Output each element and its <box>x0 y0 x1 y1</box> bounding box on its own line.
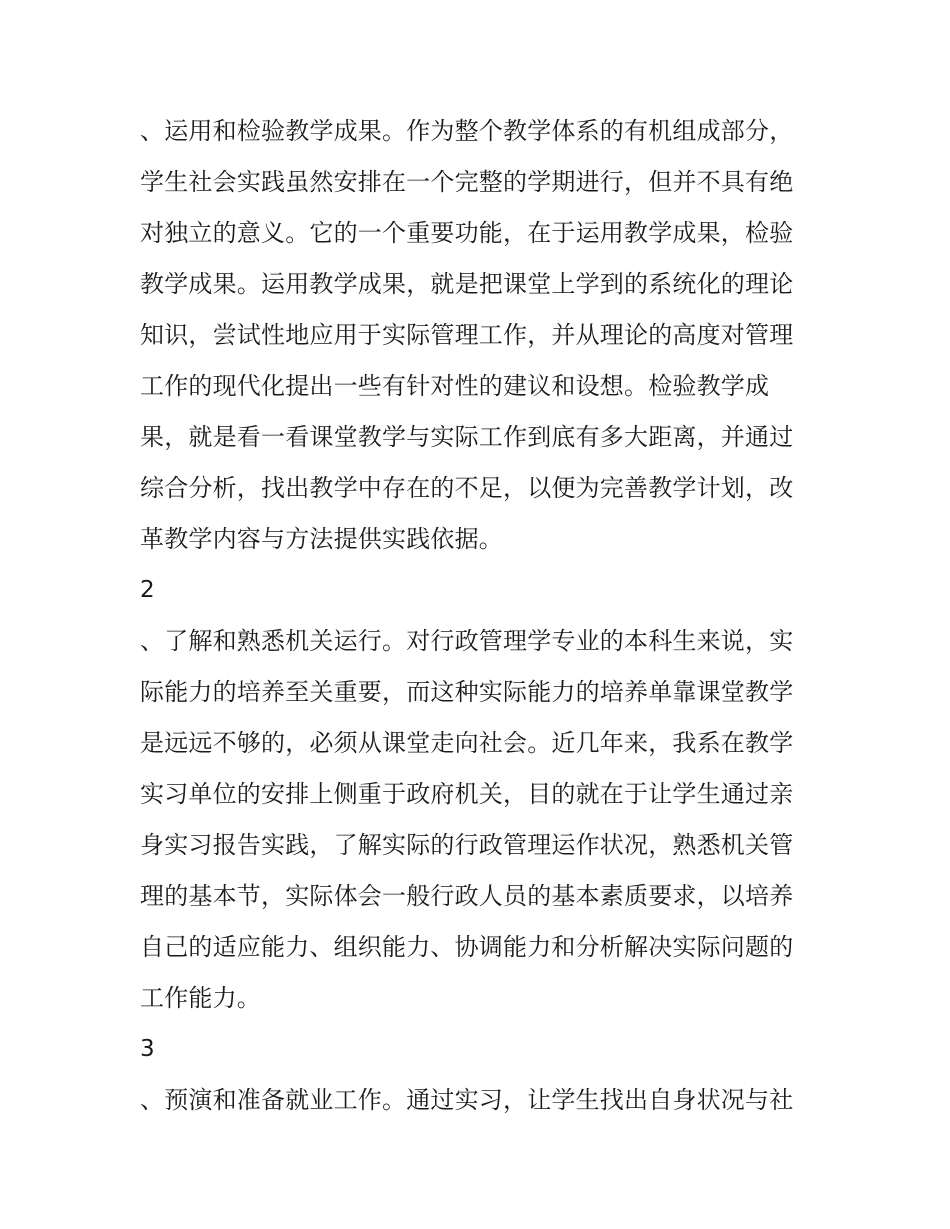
text-line: 理的基本节，实际体会一般行政人员的基本素质要求，以培养 <box>140 882 794 910</box>
text-line: 工作的现代化提出一些有针对性的建议和设想。检验教学成 <box>140 372 770 400</box>
text-line: 、预演和准备就业工作。通过实习，让学生找出自身状况与社 <box>140 1086 794 1114</box>
text-line: 自己的适应能力、组织能力、协调能力和分析解决实际问题的 <box>140 933 794 961</box>
body-text <box>140 106 820 1126</box>
text-line: 综合分析，找出教学中存在的不足，以便为完善教学计划，改 <box>140 474 794 502</box>
text-line: 教学成果。运用教学成果，就是把课堂上学到的系统化的理论 <box>140 270 794 298</box>
text-line: 、了解和熟悉机关运行。对行政管理学专业的本科生来说，实 <box>140 627 794 655</box>
text-line: 对独立的意义。它的一个重要功能，在于运用教学成果，检验 <box>140 219 794 247</box>
text-line: 际能力的培养至关重要，而这种实际能力的培养单靠课堂教学 <box>140 678 794 706</box>
text-line: 实习单位的安排上侧重于政府机关，目的就在于让学生通过亲 <box>140 780 794 808</box>
text-line: 学生社会实践虽然安排在一个完整的学期进行，但并不具有绝 <box>140 168 794 196</box>
text-line: 工作能力。 <box>140 984 261 1012</box>
text-line: 是远远不够的，必须从课堂走向社会。近几年来，我系在教学 <box>140 729 794 757</box>
section-number: 2 <box>140 577 155 603</box>
text-line: 知识，尝试性地应用于实际管理工作，并从理论的高度对管理 <box>140 321 794 349</box>
text-line: 果，就是看一看课堂教学与实际工作到底有多大距离，并通过 <box>140 423 794 451</box>
text-line: 、运用和检验教学成果。作为整个教学体系的有机组成部分， <box>140 117 794 145</box>
text-line: 革教学内容与方法提供实践依据。 <box>140 525 503 553</box>
section-number: 3 <box>140 1036 155 1062</box>
text-line: 身实习报告实践，了解实际的行政管理运作状况，熟悉机关管 <box>140 831 794 859</box>
